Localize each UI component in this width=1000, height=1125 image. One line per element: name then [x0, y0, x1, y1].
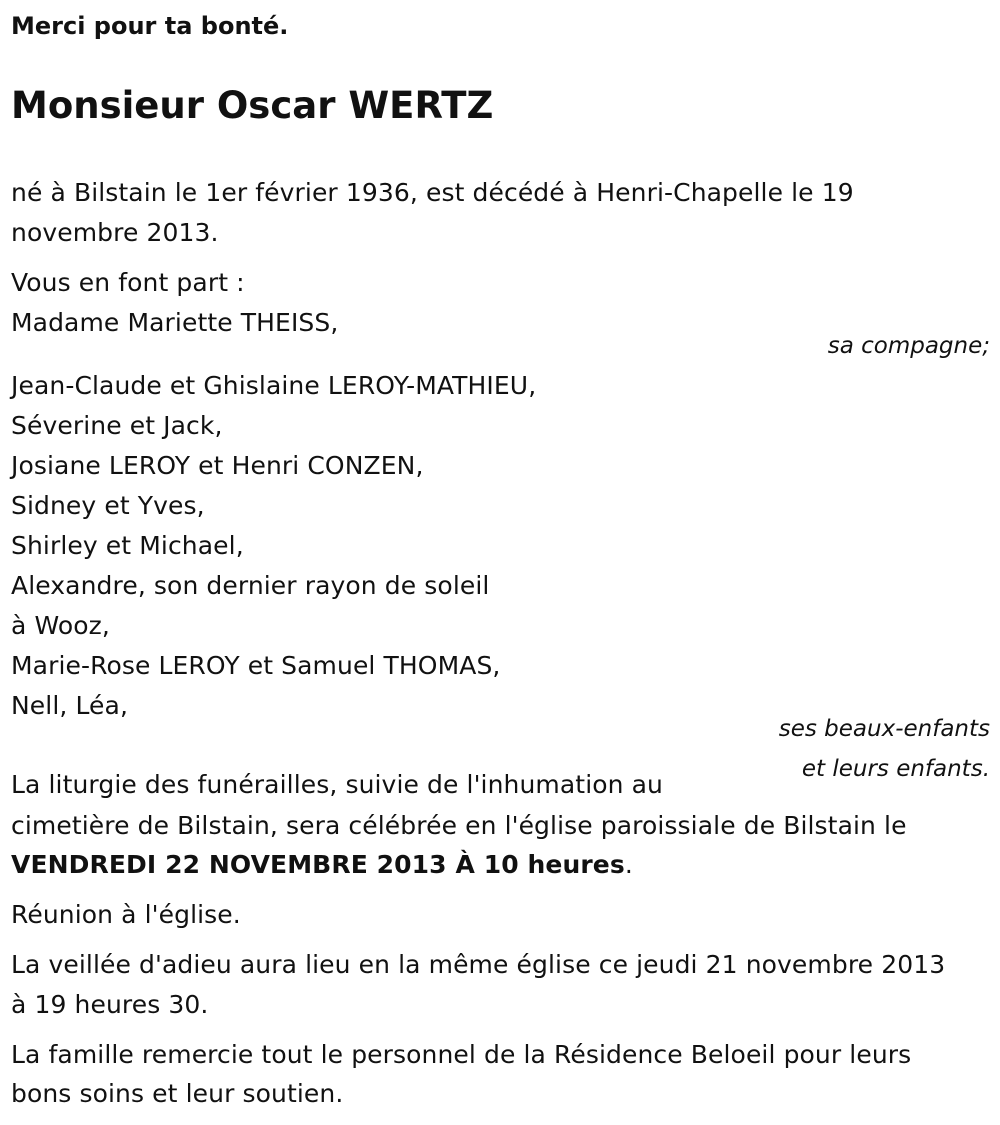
vigil-line-1: La veillée d'adieu aura lieu en la même église ce jeudi 21 novembre 2013	[11, 950, 946, 979]
funeral-date-suffix: .	[624, 850, 633, 879]
family-line: Nell, Léa,	[11, 691, 129, 720]
family-line: Shirley et Michael,	[11, 531, 244, 560]
meeting-note: Réunion à l'église.	[11, 900, 241, 929]
family-line: Séverine et Jack,	[11, 411, 223, 440]
motto: Merci pour ta bonté.	[11, 12, 289, 40]
companion-role: sa compagne;	[827, 333, 990, 359]
announcement-intro: Vous en font part :	[11, 268, 245, 297]
family-line: Jean-Claude et Ghislaine LEROY-MATHIEU,	[11, 371, 537, 400]
thanks-line-2: bons soins et leur soutien.	[11, 1079, 344, 1108]
birth-death-line-1: né à Bilstain le 1er février 1936, est décédé à Henri-Chapelle le 19	[11, 178, 854, 207]
liturgy-line-1: La liturgie des funérailles, suivie de l'inhumation au	[11, 770, 663, 799]
family-line: Alexandre, son dernier rayon de soleil	[11, 571, 490, 600]
family-line: Josiane LEROY et Henri CONZEN,	[11, 451, 424, 480]
funeral-date-time: VENDREDI 22 NOVEMBRE 2013 À 10 heures	[11, 850, 625, 879]
vigil-line-2: à 19 heures 30.	[11, 990, 209, 1019]
family-line: Marie-Rose LEROY et Samuel THOMAS,	[11, 651, 501, 680]
family-role-line-1: ses beaux-enfants	[778, 716, 990, 742]
family-line: Sidney et Yves,	[11, 491, 205, 520]
companion-name: Madame Mariette THEISS,	[11, 308, 339, 337]
thanks-line-1: La famille remercie tout le personnel de la Résidence Beloeil pour leurs	[11, 1040, 912, 1069]
liturgy-date	[11, 845, 633, 885]
family-line: à Wooz,	[11, 611, 110, 640]
family-role-line-2: et leurs enfants.	[801, 756, 990, 782]
birth-death-line-2: novembre 2013.	[11, 218, 219, 247]
liturgy-line-2: cimetière de Bilstain, sera célébrée en l'église paroissiale de Bilstain le	[11, 811, 907, 840]
deceased-name: Monsieur Oscar WERTZ	[11, 84, 494, 127]
